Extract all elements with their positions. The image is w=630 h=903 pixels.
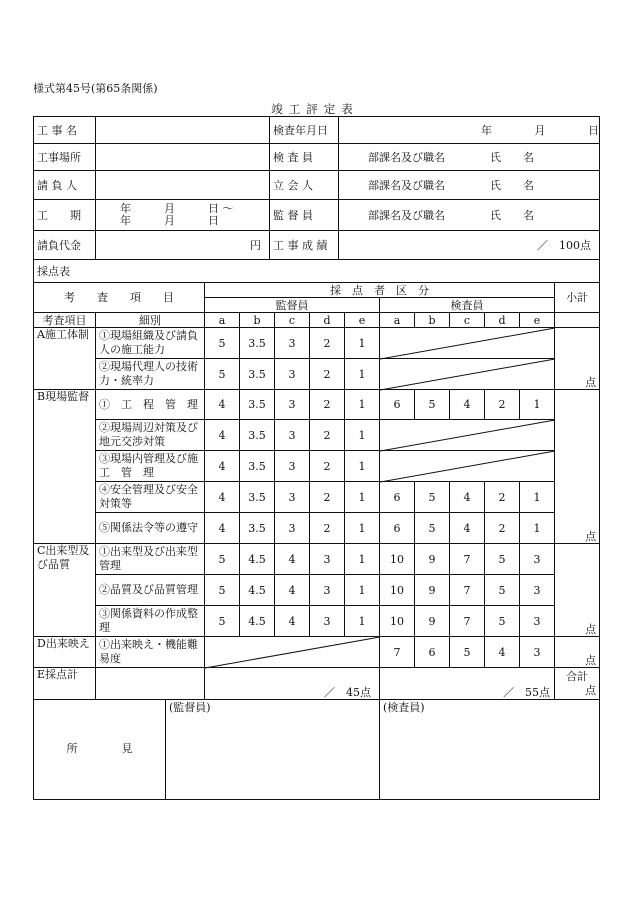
- d1-detail: ①出来映え・機能難易度: [96, 637, 205, 668]
- a-subtotal[interactable]: [555, 328, 600, 390]
- c3-detail: ③関係資料の作成整理: [96, 606, 205, 637]
- c1-ins-d[interactable]: 5: [485, 544, 520, 575]
- c3-ins-a[interactable]: 10: [380, 606, 415, 637]
- grand-total[interactable]: [555, 668, 600, 700]
- col-detail-header: 細別: [96, 313, 205, 328]
- d1-ins-a[interactable]: 7: [380, 637, 415, 668]
- inspect-date-label: 検査年月日: [270, 117, 339, 144]
- c1-ins-b[interactable]: 9: [415, 544, 450, 575]
- b2-ins-void: [380, 420, 555, 451]
- period-start: 年 月 日 〜: [120, 202, 234, 215]
- c2-sup-c[interactable]: 4: [275, 575, 310, 606]
- a2-sup-a[interactable]: 5: [205, 359, 240, 390]
- result-label: 工 事 成 績: [270, 231, 339, 260]
- score-table: [33, 282, 600, 700]
- b1-ins-e[interactable]: 1: [520, 390, 555, 420]
- b4-ins-e[interactable]: 1: [520, 482, 555, 513]
- form-number: 様式第45号(第65条関係): [33, 82, 158, 95]
- group-b-label: B現場監督: [34, 390, 96, 544]
- b2-ins-slash: [380, 420, 555, 451]
- c1-sup-c[interactable]: 4: [275, 544, 310, 575]
- c1-sup-d[interactable]: 3: [310, 544, 345, 575]
- b2-detail: ②現場周辺対策及び地元交渉対策: [96, 420, 205, 451]
- subtotal-blank: [555, 313, 600, 328]
- inspector-field[interactable]: [339, 144, 600, 171]
- a1-sup-d[interactable]: 2: [310, 328, 345, 359]
- b1-ins-a[interactable]: 6: [380, 390, 415, 420]
- result-field[interactable]: [339, 231, 600, 260]
- b2-sup-c[interactable]: 3: [275, 420, 310, 451]
- d1-ins-e[interactable]: 3: [520, 637, 555, 668]
- sup-col-b: b: [240, 313, 275, 328]
- supervisor-dept: 部課名及び職名: [368, 208, 445, 222]
- b5-sup-a[interactable]: 4: [205, 513, 240, 544]
- d-subtotal-unit: 点: [585, 654, 597, 667]
- a1-ins-slash: [380, 328, 555, 359]
- a2-ins-slash: [380, 359, 555, 390]
- sup-col-c: c: [275, 313, 310, 328]
- b4-sup-c[interactable]: 3: [275, 482, 310, 513]
- b3-sup-a[interactable]: 4: [205, 451, 240, 482]
- b-subtotal[interactable]: [555, 390, 600, 544]
- col-item-header: 考査項目: [34, 313, 96, 328]
- witness-label: 立 会 人: [270, 171, 339, 200]
- b3-sup-b[interactable]: 3.5: [240, 451, 275, 482]
- b1-ins-d[interactable]: 2: [485, 390, 520, 420]
- c1-ins-e[interactable]: 3: [520, 544, 555, 575]
- a1-sup-a[interactable]: 5: [205, 328, 240, 359]
- score-table-title: 採点表: [34, 260, 600, 283]
- a1-sup-c[interactable]: 3: [275, 328, 310, 359]
- total-ins-score: ／ 55点: [503, 686, 551, 699]
- b2-sup-d[interactable]: 2: [310, 420, 345, 451]
- form-title: 竣工評定表: [271, 102, 359, 116]
- b2-sup-a[interactable]: 4: [205, 420, 240, 451]
- remarks-table: [33, 699, 600, 800]
- c3-sup-e[interactable]: 1: [345, 606, 380, 637]
- period-end: 年 月 日: [120, 214, 219, 227]
- b5-sup-e[interactable]: 1: [345, 513, 380, 544]
- c2-detail: ②品質及び品質管理: [96, 575, 205, 606]
- b3-sup-e[interactable]: 1: [345, 451, 380, 482]
- c3-sup-b[interactable]: 4.5: [240, 606, 275, 637]
- grand-total-label: 合計: [566, 669, 589, 683]
- b4-ins-d[interactable]: 2: [485, 482, 520, 513]
- a2-detail: ②現場代理人の技術力・統率力: [96, 359, 205, 390]
- b4-sup-a[interactable]: 4: [205, 482, 240, 513]
- c3-ins-c[interactable]: 7: [450, 606, 485, 637]
- period-field[interactable]: [96, 200, 270, 231]
- b4-detail: ④安全管理及び安全対策等: [96, 482, 205, 513]
- total-ins[interactable]: [380, 668, 555, 700]
- group-a-label: A施工体制: [34, 328, 96, 390]
- ins-col-a: a: [380, 313, 415, 328]
- c1-ins-c[interactable]: 7: [450, 544, 485, 575]
- d1-ins-c[interactable]: 5: [450, 637, 485, 668]
- a1-sup-b[interactable]: 3.5: [240, 328, 275, 359]
- total-sup[interactable]: [205, 668, 380, 700]
- b5-ins-e[interactable]: 1: [520, 513, 555, 544]
- b5-sup-b[interactable]: 3.5: [240, 513, 275, 544]
- b3-ins-void: [380, 451, 555, 482]
- b1-sup-e[interactable]: 1: [345, 390, 380, 420]
- b5-ins-c[interactable]: 4: [450, 513, 485, 544]
- b5-ins-b[interactable]: 5: [415, 513, 450, 544]
- date-day: 日: [588, 123, 599, 137]
- a1-detail: ①現場組織及び請負人の施工能力: [96, 328, 205, 359]
- remarks-supervisor-label: (監督員): [169, 701, 211, 714]
- b4-ins-a[interactable]: 6: [380, 482, 415, 513]
- sup-col-e: e: [345, 313, 380, 328]
- a2-sup-c[interactable]: 3: [275, 359, 310, 390]
- d1-ins-b[interactable]: 6: [415, 637, 450, 668]
- work-site-label: 工事場所: [34, 144, 96, 171]
- c3-sup-d[interactable]: 3: [310, 606, 345, 637]
- period-label: 工 期: [34, 200, 96, 231]
- work-name-label: 工 事 名: [34, 117, 96, 144]
- a2-sup-d[interactable]: 2: [310, 359, 345, 390]
- c2-sup-d[interactable]: 3: [310, 575, 345, 606]
- a-subtotal-unit: 点: [585, 376, 597, 389]
- contractor-label: 請 負 人: [34, 171, 96, 200]
- b4-ins-c[interactable]: 4: [450, 482, 485, 513]
- b1-sup-b[interactable]: 3.5: [240, 390, 275, 420]
- ins-col-c: c: [450, 313, 485, 328]
- b5-detail: ⑤関係法令等の遵守: [96, 513, 205, 544]
- b1-sup-d[interactable]: 2: [310, 390, 345, 420]
- c2-ins-a[interactable]: 10: [380, 575, 415, 606]
- work-site-field[interactable]: [96, 144, 270, 171]
- remarks-supervisor[interactable]: [166, 699, 380, 799]
- b4-sup-d[interactable]: 2: [310, 482, 345, 513]
- total-blank: [96, 668, 205, 700]
- c1-ins-a[interactable]: 10: [380, 544, 415, 575]
- inspector-header: 検査員: [380, 298, 555, 313]
- c1-sup-a[interactable]: 5: [205, 544, 240, 575]
- date-year: 年: [481, 123, 492, 137]
- b3-detail: ③現場内管理及び施 工 管 理: [96, 451, 205, 482]
- supervisor-label: 監 督 員: [270, 200, 339, 231]
- b4-sup-b[interactable]: 3.5: [240, 482, 275, 513]
- b5-ins-a[interactable]: 6: [380, 513, 415, 544]
- header-table: [33, 116, 600, 283]
- inspector-label: 検 査 員: [270, 144, 339, 171]
- c2-ins-d[interactable]: 5: [485, 575, 520, 606]
- grand-total-unit: 点: [585, 683, 597, 697]
- subtotal-header: 小計: [555, 283, 600, 313]
- ins-col-d: d: [485, 313, 520, 328]
- c3-ins-b[interactable]: 9: [415, 606, 450, 637]
- b1-detail: ① 工 程 管 理: [96, 390, 205, 420]
- b2-sup-b[interactable]: 3.5: [240, 420, 275, 451]
- b5-sup-d[interactable]: 2: [310, 513, 345, 544]
- group-d-label: D出来映え: [34, 637, 96, 668]
- c3-sup-a[interactable]: 5: [205, 606, 240, 637]
- remarks-label: 所 見: [34, 699, 166, 799]
- c2-sup-b[interactable]: 4.5: [240, 575, 275, 606]
- item-header: 考 査 項 目: [34, 283, 205, 313]
- a1-sup-e[interactable]: 1: [345, 328, 380, 359]
- b1-sup-a[interactable]: 4: [205, 390, 240, 420]
- c1-sup-b[interactable]: 4.5: [240, 544, 275, 575]
- sup-col-a: a: [205, 313, 240, 328]
- date-month: 月: [534, 123, 546, 137]
- total-sup-score: ／ 45点: [324, 686, 371, 699]
- b4-sup-e[interactable]: 1: [345, 482, 380, 513]
- c3-sup-c[interactable]: 4: [275, 606, 310, 637]
- group-c-label: C出来型及び品質: [34, 544, 96, 637]
- c-subtotal-unit: 点: [585, 623, 597, 636]
- ins-col-e: e: [520, 313, 555, 328]
- a2-ins-void: [380, 359, 555, 390]
- b5-ins-d[interactable]: 2: [485, 513, 520, 544]
- c2-ins-c[interactable]: 7: [450, 575, 485, 606]
- a2-sup-e[interactable]: 1: [345, 359, 380, 390]
- b-subtotal-unit: 点: [585, 530, 597, 543]
- sup-col-d: d: [310, 313, 345, 328]
- price-field[interactable]: [96, 231, 270, 260]
- b3-ins-slash: [380, 451, 555, 482]
- b3-sup-d[interactable]: 2: [310, 451, 345, 482]
- b1-sup-c[interactable]: 3: [275, 390, 310, 420]
- inspect-date-field[interactable]: [339, 117, 600, 144]
- supervisor-field[interactable]: [339, 200, 600, 231]
- ins-col-b: b: [415, 313, 450, 328]
- supervisor-name: 氏 名: [490, 208, 534, 222]
- b4-ins-b[interactable]: 5: [415, 482, 450, 513]
- price-unit: 円: [250, 238, 261, 252]
- a2-sup-b[interactable]: 3.5: [240, 359, 275, 390]
- witness-name: 氏 名: [490, 178, 534, 192]
- price-label: 請負代金: [34, 231, 96, 260]
- d1-sup-slash: [205, 637, 380, 668]
- c2-sup-e[interactable]: 1: [345, 575, 380, 606]
- b3-sup-c[interactable]: 3: [275, 451, 310, 482]
- c2-ins-b[interactable]: 9: [415, 575, 450, 606]
- b2-sup-e[interactable]: 1: [345, 420, 380, 451]
- c3-ins-e[interactable]: 3: [520, 606, 555, 637]
- d1-sup-void: [205, 637, 380, 668]
- b5-sup-c[interactable]: 3: [275, 513, 310, 544]
- d-subtotal[interactable]: [555, 637, 600, 668]
- b1-ins-c[interactable]: 4: [450, 390, 485, 420]
- c3-ins-d[interactable]: 5: [485, 606, 520, 637]
- inspector-dept: 部課名及び職名: [368, 150, 445, 164]
- b1-ins-b[interactable]: 5: [415, 390, 450, 420]
- scorer-header: 採 点 者 区 分: [205, 283, 555, 298]
- c2-sup-a[interactable]: 5: [205, 575, 240, 606]
- inspector-name: 氏 名: [490, 150, 534, 164]
- remarks-inspector[interactable]: [380, 699, 600, 799]
- c-subtotal[interactable]: [555, 544, 600, 637]
- c2-ins-e[interactable]: 3: [520, 575, 555, 606]
- a1-ins-void: [380, 328, 555, 359]
- result-score: ／ 100点: [537, 238, 591, 252]
- d1-ins-d[interactable]: 4: [485, 637, 520, 668]
- c1-sup-e[interactable]: 1: [345, 544, 380, 575]
- witness-dept: 部課名及び職名: [368, 178, 445, 192]
- c1-detail: ①出来型及び出来型管理: [96, 544, 205, 575]
- supervisor-header: 監督員: [205, 298, 380, 313]
- witness-field[interactable]: [339, 171, 600, 200]
- work-name-field[interactable]: [96, 117, 270, 144]
- total-label: E採点計: [34, 668, 96, 700]
- remarks-inspector-label: (検査員): [383, 701, 425, 714]
- contractor-field[interactable]: [96, 171, 270, 200]
